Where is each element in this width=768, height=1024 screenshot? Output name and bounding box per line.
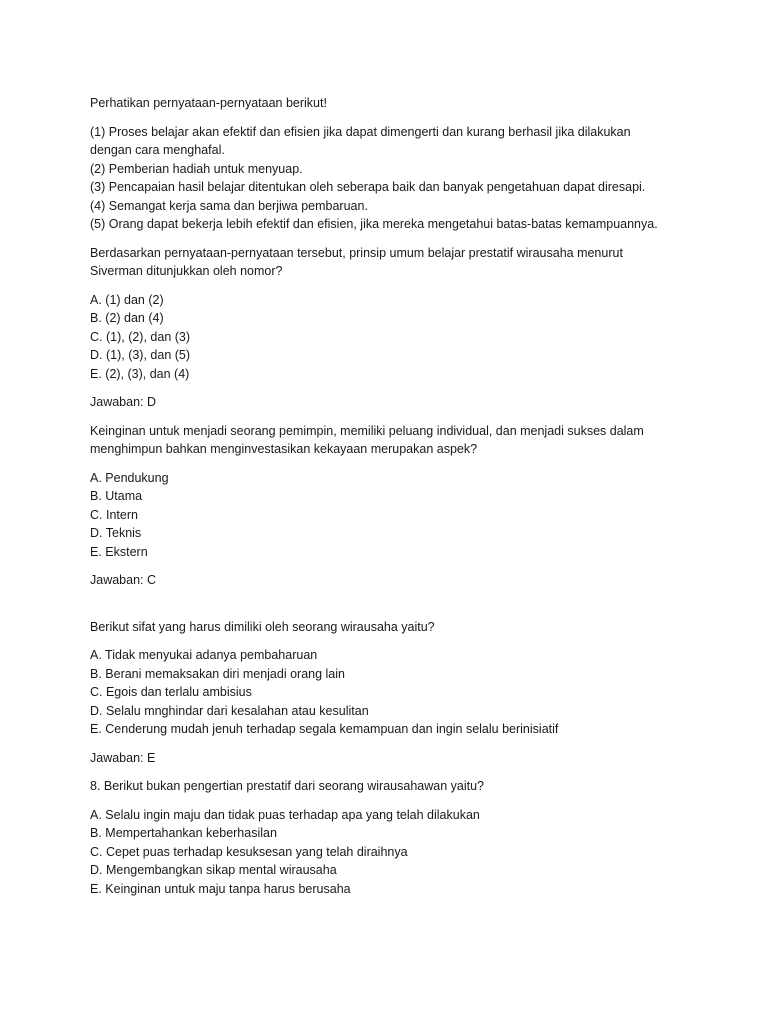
option-d: D. Teknis <box>90 526 142 540</box>
option-c: C. (1), (2), dan (3) <box>90 329 191 344</box>
option-d: D. (1), (3), dan (5) <box>90 348 191 362</box>
option-b: B. (2) dan (4) <box>90 311 164 325</box>
question-line: 8. Berikut bukan pengertian prestatif dari seorang wirausahawan yaitu? <box>90 779 484 793</box>
q1-intro: Perhatikan pernyataan-pernyataan berikut! <box>90 96 327 110</box>
option-e: E. Keinginan untuk maju tanpa harus berusaha <box>90 881 351 896</box>
option-a: A. Selalu ingin maju dan tidak puas terhadap apa yang telah dilakukan <box>90 807 480 822</box>
option-a: A. (1) dan (2) <box>90 292 164 307</box>
q1-options <box>90 291 690 384</box>
q1-statement-line: (5) Orang dapat bekerja lebih efektif dan efisien, jika mereka mengetahui batas-batas kemampuannya. <box>90 217 658 231</box>
q2-answer: Jawaban: C <box>90 573 157 587</box>
q3-question <box>90 618 690 637</box>
document-page <box>90 94 690 908</box>
q3-options <box>90 646 690 739</box>
option-a: A. Tidak menyukai adanya pembaharuan <box>90 648 318 662</box>
q2-options <box>90 469 690 562</box>
q1-statements <box>90 123 690 234</box>
q2-question <box>90 422 690 459</box>
option-e: E. Ekstern <box>90 544 148 559</box>
q1-question <box>90 244 690 281</box>
question-line: Berikut sifat yang harus dimiliki oleh seorang wirausaha yaitu? <box>90 619 435 634</box>
option-e: E. Cenderung mudah jenuh terhadap segala kemampuan dan ingin selalu berinisiatif <box>90 722 559 736</box>
q1-answer: Jawaban: D <box>90 395 157 409</box>
option-b: B. Utama <box>90 489 143 503</box>
question-line: Keinginan untuk menjadi seorang pemimpin, memiliki peluang individual, dan menjadi sukses dalam <box>90 423 644 438</box>
question-line: menghimpun bahkan menginvestasikan kekayaan merupakan aspek? <box>90 442 478 456</box>
q1-statement-line: (4) Semangat kerja sama dan berjiwa pembaruan. <box>90 198 368 213</box>
option-d: D. Mengembangkan sikap mental wirausaha <box>90 863 337 877</box>
option-c: C. Intern <box>90 507 138 522</box>
q1-statement-line: (3) Pencapaian hasil belajar ditentukan oleh seberapa baik dan banyak pengetahuan dapat diresapi. <box>90 180 646 194</box>
q1-statement-line: (2) Pemberian hadiah untuk menyuap. <box>90 161 303 176</box>
option-b: B. Mempertahankan keberhasilan <box>90 826 277 840</box>
option-b: B. Berani memaksakan diri menjadi orang lain <box>90 666 345 681</box>
option-c: C. Egois dan terlalu ambisius <box>90 685 252 699</box>
question-line: Siverman ditunjukkan oleh nomor? <box>90 264 283 278</box>
q3-answer: Jawaban: E <box>90 750 156 765</box>
q1-statement-line: (1) Proses belajar akan efektif dan efisien jika dapat dimengerti dan kurang berhasil jika dilakukan <box>90 124 631 139</box>
option-c: C. Cepet puas terhadap kesuksesan yang telah diraihnya <box>90 844 408 859</box>
option-e: E. (2), (3), dan (4) <box>90 366 190 381</box>
q1-statement-line: dengan cara menghafal. <box>90 143 225 157</box>
option-d: D. Selalu mnghindar dari kesalahan atau kesulitan <box>90 703 369 718</box>
q4-options <box>90 806 690 899</box>
question-line: Berdasarkan pernyataan-pernyataan tersebut, prinsip umum belajar prestatif wirausaha menurut <box>90 245 623 260</box>
q4-question <box>90 777 690 796</box>
option-a: A. Pendukung <box>90 470 169 485</box>
